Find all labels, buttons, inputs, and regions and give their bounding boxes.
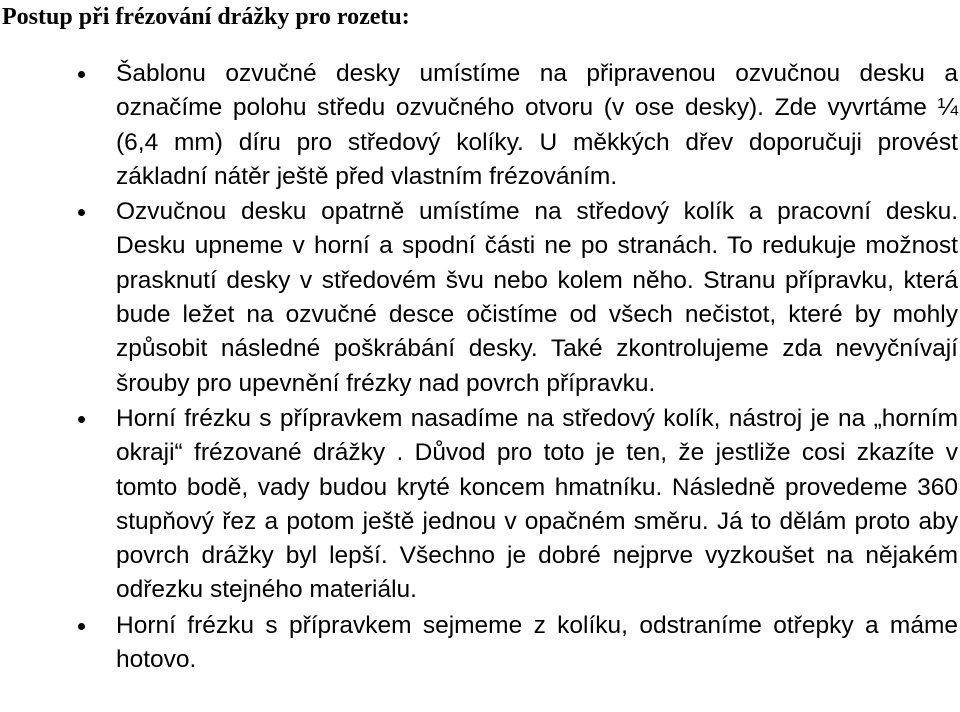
document-heading: Postup při frézování drážky pro rozetu: — [2, 4, 410, 30]
bullet-icon — [78, 209, 85, 216]
step-text: Horní frézku s přípravkem sejmeme z kolíku, odstraníme otřepky a máme hotovo. — [116, 611, 958, 674]
steps-list — [0, 57, 960, 678]
step-text: Šablonu ozvučné desky umístíme na připravenou ozvučnou desku a označíme polohu středu ozvučného otvoru (v ose desky). Zde vyvrtáme ¼ (6,4 mm) díru pro středový kolíky. U měkkých dřev doporučuji provést základní nátěr ještě před vlastním frézováním. — [116, 60, 958, 190]
list-item — [0, 57, 960, 194]
step-text: Horní frézku s přípravkem nasadíme na středový kolík, nástroj je na „horním okraji“ frézované drážky . Důvod pro toto je ten, že jestliže cosi zkazíte v tomto bodě, vady budou kryté koncem hmatníku. Následně provedeme 360 stupňový řez a potom ještě jednou v opačném směru. Já to dělám proto aby povrch drážky byl lepší. Všechno je dobré nejprve vyzkoušet na nějakém odřezku stejného materiálu. — [116, 404, 958, 604]
list-item — [0, 609, 960, 678]
bullet-icon — [78, 623, 85, 630]
bullet-icon — [78, 71, 85, 78]
bullet-icon — [78, 416, 85, 423]
step-text: Ozvučnou desku opatrně umístíme na středový kolík a pracovní desku. Desku upneme v horní a spodní části ne po stranách. To redukuje možnost prasknutí desky v středovém švu nebo kolem něho. Stranu přípravku, která bude ležet na ozvučné desce očistíme od všech nečistot, které by mohly způsobit následné poškrábání desky. Také zkontrolujeme zda nevyčnívají šrouby pro upevnění frézky nad povrch přípravku. — [116, 198, 958, 397]
list-item — [0, 195, 960, 401]
list-item — [0, 402, 960, 608]
